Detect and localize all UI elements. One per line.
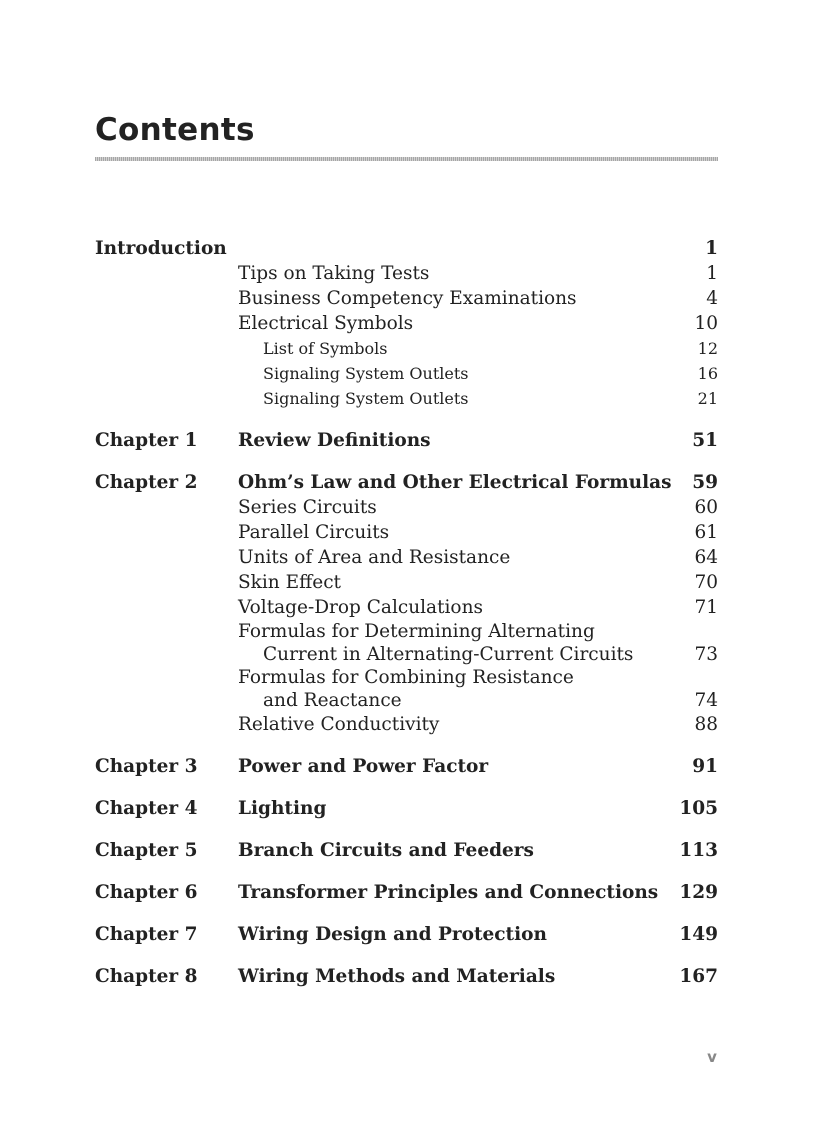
title-rule [95, 157, 718, 161]
toc-section[interactable] [95, 495, 718, 520]
toc-page-number: 16 [697, 364, 718, 383]
toc-page-number: 91 [692, 756, 718, 777]
toc-page-number: 61 [694, 522, 718, 543]
toc-chapter-title: Power and Power Factor [238, 756, 489, 777]
toc-section[interactable] [95, 286, 718, 311]
toc-chapter-label: Chapter 5 [95, 840, 198, 861]
toc-section[interactable] [95, 520, 718, 545]
toc-chapter-label: Chapter 2 [95, 472, 198, 493]
toc-chapter-label: Chapter 4 [95, 798, 198, 819]
toc-page-number: 105 [679, 798, 718, 819]
toc-chapter-title: Wiring Design and Protection [238, 924, 547, 945]
toc-entry-chapter-7[interactable] [95, 922, 718, 947]
toc-entry-chapter-6[interactable] [95, 880, 718, 905]
toc-page-number: 74 [694, 690, 718, 711]
toc-section[interactable] [95, 570, 718, 595]
toc-entry-chapter-8[interactable] [95, 964, 718, 989]
toc-page-number: 129 [679, 882, 718, 903]
toc-section[interactable] [95, 666, 718, 689]
toc-section-title: Parallel Circuits [238, 522, 390, 543]
toc-chapter-title: Ohm’s Law and Other Electrical Formulas [238, 472, 672, 493]
toc-chapter-title: Lighting [238, 798, 327, 819]
toc-chapter-title: Wiring Methods and Materials [238, 966, 556, 987]
toc-page-number: 59 [692, 472, 718, 493]
toc-page-number: 71 [694, 597, 718, 618]
toc-chapter-label: Chapter 3 [95, 756, 198, 777]
toc-section[interactable] [95, 261, 718, 286]
toc-subsection[interactable] [95, 386, 718, 411]
toc-page-number: 1 [706, 263, 718, 284]
toc-section[interactable] [95, 620, 718, 643]
toc-section-title: Skin Effect [238, 572, 341, 593]
toc-page-number: 149 [679, 924, 718, 945]
toc-section-title: Series Circuits [238, 497, 377, 518]
toc-section-title-continued: and Reactance [263, 690, 402, 711]
toc-section[interactable] [95, 545, 718, 570]
toc-page-number: 73 [694, 644, 718, 665]
toc-page-number: 88 [694, 714, 718, 735]
toc-section[interactable] [95, 712, 718, 737]
toc-page-number: 113 [679, 840, 718, 861]
toc-page-number: 10 [694, 313, 718, 334]
toc-section-title: Electrical Symbols [238, 313, 414, 334]
toc-subsection-title: Signaling System Outlets [263, 364, 469, 383]
toc-section-continuation[interactable] [95, 689, 718, 712]
toc-section-title: Relative Conductivity [238, 714, 440, 735]
toc-section[interactable] [95, 311, 718, 336]
toc-page-number: 167 [679, 966, 718, 987]
toc-entry-chapter-2[interactable] [95, 470, 718, 495]
toc-entry-chapter-5[interactable] [95, 838, 718, 863]
toc-page-number: 4 [706, 288, 718, 309]
toc-section-continuation[interactable] [95, 643, 718, 666]
toc-chapter-title: Review Definitions [238, 430, 431, 451]
toc-chapter-label: Chapter 8 [95, 966, 198, 987]
toc-page-number: 1 [705, 238, 718, 259]
toc-page-number: 70 [694, 572, 718, 593]
toc-section-title: Voltage-Drop Calculations [238, 597, 483, 618]
toc-subsection-title: List of Symbols [263, 339, 388, 358]
toc-entry-chapter-3[interactable] [95, 754, 718, 779]
toc-chapter-label: Chapter 1 [95, 430, 198, 451]
toc-subsection[interactable] [95, 336, 718, 361]
toc-entry-chapter-1[interactable] [95, 428, 718, 453]
toc-section-title: Formulas for Combining Resistance [238, 667, 574, 688]
toc-page-number: 12 [697, 339, 718, 358]
toc-entry-introduction[interactable] [95, 236, 718, 261]
toc-chapter-title: Branch Circuits and Feeders [238, 840, 534, 861]
toc-section-title: Tips on Taking Tests [238, 263, 430, 284]
toc-section[interactable] [95, 595, 718, 620]
toc-section-title: Business Competency Examinations [238, 288, 577, 309]
toc-page-number: 21 [697, 389, 718, 408]
toc-subsection-title: Signaling System Outlets [263, 389, 469, 408]
page-folio: v [707, 1048, 717, 1066]
toc-chapter-label: Chapter 7 [95, 924, 198, 945]
toc-page-number: 51 [692, 430, 718, 451]
toc-page-number: 64 [694, 547, 718, 568]
toc-page-number: 60 [694, 497, 718, 518]
toc-chapter-label: Chapter 6 [95, 882, 198, 903]
page-title: Contents [95, 112, 255, 148]
toc-section-title: Units of Area and Resistance [238, 547, 511, 568]
toc-section-title-continued: Current in Alternating-Current Circuits [263, 644, 634, 665]
table-of-contents [95, 236, 718, 989]
toc-section-title: Formulas for Determining Alternating [238, 621, 595, 642]
toc-entry-chapter-4[interactable] [95, 796, 718, 821]
toc-label: Introduction [95, 238, 227, 259]
toc-subsection[interactable] [95, 361, 718, 386]
toc-chapter-title: Transformer Principles and Connections [238, 882, 659, 903]
